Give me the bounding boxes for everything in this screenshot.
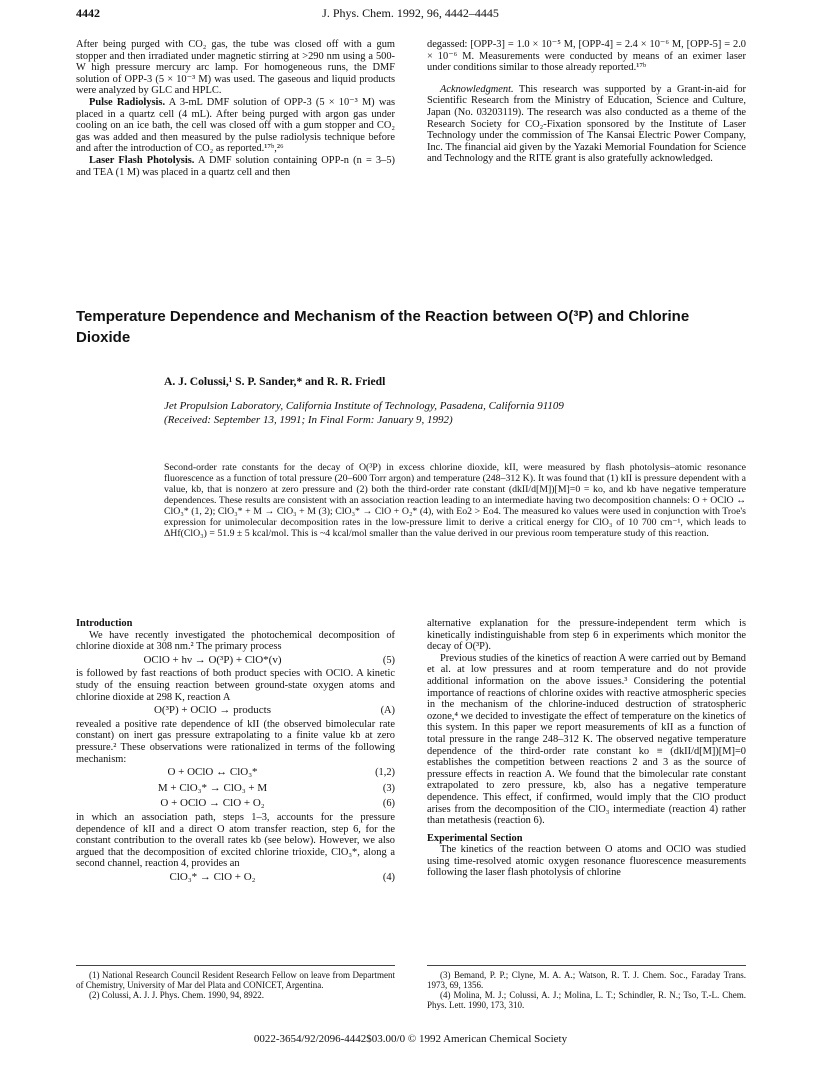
paragraph: revealed a positive rate dependence of kII (the observed bimolecular rate constant) on inert gas pressure extrapolating to a finite value kb at zero pressure.² These observations were rationalized in terms of the following mechanism: [76, 718, 395, 765]
equation-number: (6) [382, 798, 395, 810]
paragraph-text: A DMF solution containing OPP-n (n = 3–5) and TEA (1 M) was placed in a quartz cell and then [76, 154, 395, 178]
running-header [76, 6, 745, 24]
equation [76, 781, 395, 797]
footnote: (2) Colussi, A. J. J. Phys. Chem. 1990, 94, 8922. [89, 990, 265, 1000]
footnotes-left [76, 970, 395, 1000]
footnote-rule [76, 965, 395, 966]
run-in-heading: Laser Flash Photolysis. [89, 154, 195, 166]
equation-number: (4) [382, 871, 395, 883]
equation [76, 796, 395, 812]
paragraph: degassed: [OPP-3] = 1.0 × 10⁻⁵ M, [OPP-4] = 2.4 × 10⁻⁶ M, [OPP-5] = 2.0 × 10⁻⁶ M. Measurements were conducted by means of an eximer laser under conditions similar to those already reported.¹⁷ᵇ [427, 39, 746, 74]
footnote-rule [427, 965, 746, 966]
body-right-column [427, 618, 746, 879]
footnotes-right [427, 970, 746, 1010]
acknowledgment [427, 84, 746, 165]
paragraph: is followed by fast reactions of both product species with OClO. A kinetic study of the ensuing reaction between ground-state oxygen atoms and chlorine dioxide at 298 K, reaction A [76, 668, 395, 703]
equation-number: (5) [382, 654, 395, 666]
paragraph: alternative explanation for the pressure-independent term which is kinetically indistinguishable from step 6 in experiments which monitor the decay of O(³P). [427, 618, 746, 653]
equation-expression: ClO₃* → ClO + O₂ [169, 870, 256, 883]
page-number: 4442 [76, 6, 100, 20]
equation-expression: OClO + hν → O(³P) + ClO*(v) [143, 653, 282, 666]
received-dates: (Received: September 13, 1991; In Final Form: January 9, 1992) [164, 414, 453, 426]
journal-citation: J. Phys. Chem. 1992, 96, 4442–4445 [322, 6, 499, 20]
section-heading: Introduction [76, 618, 133, 629]
equation [76, 765, 395, 781]
affiliation-block [164, 399, 564, 427]
footnote: (4) Molina, M. J.; Colussi, A. J.; Molina, L. T.; Schindler, R. N.; Tso, T.-L. Chem. Phys. Lett. 1990, 173, 310. [427, 990, 746, 1010]
paragraph: Previous studies of the kinetics of reaction A were carried out by Bemand et al. at low pressures and at room temperature and do not provide additional information on the above issues.³ Considering the potential importance of reactions of chlorine oxides with reactive atmospheric species in the mechanism of the chlorine-induced destruction of stratospheric ozone,⁴ we decided to investigate the effect of temperature on the kinetics of this system. In this paper we report measurements of kII as a function of total pressure in the range 248–312 K. The observed negative temperature dependence of the third-order rate constant ko ≡ (dkII/d[M])[M]=0 establishes the competition between reactions 2 and 3 as the source of pressure effects in reaction A. We found that the bimolecular rate constant extrapolated to zero pressure, kb, also has a negative temperature dependence. This effect, if confirmed, would imply that the ClO product arises from the decomposition of the ClO₃ intermediate (reaction 4) rather than metathesis (reaction 6). [427, 652, 746, 827]
equation-number: (A) [380, 705, 395, 717]
equation-expression: O + OClO ↔ ClO₃* [167, 766, 258, 779]
footnote: (3) Bemand, P. P.; Clyne, M. A. A.; Watson, R. T. J. Chem. Soc., Faraday Trans. 1973, 69, 1356. [427, 970, 746, 990]
affiliation: Jet Propulsion Laboratory, California Institute of Technology, Pasadena, California 91109 [164, 400, 564, 412]
equation-expression: O + OClO → ClO + O₂ [160, 797, 265, 810]
authors: A. J. Colussi,¹ S. P. Sander,* and R. R. Friedl [164, 375, 386, 388]
paragraph [76, 155, 395, 178]
equation-number: (1,2) [375, 767, 395, 779]
run-in-heading: Acknowledgment. [440, 83, 514, 95]
section-heading: Experimental Section [427, 832, 523, 844]
equation-expression: O(³P) + OClO → products [153, 704, 272, 717]
paragraph: We have recently investigated the photochemical decomposition of chlorine dioxide at 308 nm.² The primary process [76, 629, 395, 653]
equation-number: (3) [382, 782, 395, 794]
top-right-column [427, 39, 746, 165]
paragraph-text: A 3-mL DMF solution of OPP-3 (5 × 10⁻³ M) was placed in a quartz cell (4 mL). After being purged with argon gas under cooling on an ice bath, the cell was closed off with a gum stopper and CO₂ gas was added and then measured by the pulse radiolysis technique before and after the introduction of CO₂ as reported.¹⁷ᵇ,²⁶ [76, 96, 395, 155]
paragraph [76, 97, 395, 155]
equation [76, 703, 395, 719]
top-left-column [76, 39, 395, 178]
run-in-heading: Pulse Radiolysis. [89, 96, 166, 108]
equation-expression: M + ClO₃* → ClO₃ + M [157, 781, 268, 794]
footnote: (1) National Research Council Resident Research Fellow on leave from Department of Chemistry, University of Mar del Plata and CONICET, Argentina. [76, 970, 395, 990]
paragraph: After being purged with CO₂ gas, the tube was closed off with a gum stopper and then irradiated under magnetic stirring at >290 nm using a 500-W high pressure mercury arc lamp. For homogeneous runs, the DMF solution of OPP-3 (5 × 10⁻³ M) was used. The gaseous and liquid products were analyzed by GLC and HPLC. [76, 39, 395, 97]
copyright-footer: 0022-3654/92/2096-4442$03.00/0 © 1992 American Chemical Society [253, 1033, 568, 1045]
paragraph-text: This research was supported by a Grant-in-aid for Scientific Research from the Ministry of Education, Science and Culture, Japan (No. 03203119). The research was also conducted as a theme of the Research Society for CO₂-Fixation sponsored by the Institute of Laser Technology under the commission of The Kansai Electric Power Company, Inc. The financial aid given by the Yazaki Memorial Foundation for Science and Technology and the RITE grant is also gratefully acknowledged. [427, 83, 746, 165]
equation [76, 870, 395, 886]
article-title: Temperature Dependence and Mechanism of the Reaction between O(³P) and Chlorine Dioxide [76, 308, 690, 346]
abstract: Second-order rate constants for the decay of O(³P) in excess chlorine dioxide, kII, were measured by flash photolysis–atomic resonance fluorescence as a function of total pressure (20–600 Torr argon) and temperature (248–312 K). It was found that (1) kII is pressure dependent with a value, kb, that is nonzero at zero pressure and (2) both the third-order rate constant (dkII/d[M])[M]=0 = ko, and kb have negative temperature dependences. These results are consistent with an association reaction leading to an intermediate having two decomposition channels: O + OClO ↔ ClO₃* (1, 2); ClO₃* + M → ClO₃ + M (3); ClO₃* → ClO + O₂* (4), with Eo2 > Eo4. The measured ko values were used in conjunction with Troe's expression for unimolecular decomposition rates in the low-pressure limit to derive a critical energy for ClO₃ of 10 700 cm⁻¹, which leads to ΔHf(ClO₃) = 51.9 ± 5 kcal/mol. This is ~4 kcal/mol smaller than the value derived in our previous room temperature study of this reaction. [164, 462, 746, 539]
paragraph: The kinetics of the reaction between O atoms and OClO was studied using time-resolved atomic oxygen resonance fluorescence measurements following the laser flash photolysis of chlorine [427, 844, 746, 879]
equation [76, 653, 395, 669]
body-left-column [76, 618, 395, 885]
paragraph: in which an association path, steps 1–3, accounts for the pressure dependence of kII and a direct O atom transfer reaction, step 6, for the constant contribution to the overall rates kb (see below). However, we also argued that the decomposition of excited chlorine trioxide, ClO₃*, along a second channel, reaction 4, provides an [76, 811, 395, 870]
